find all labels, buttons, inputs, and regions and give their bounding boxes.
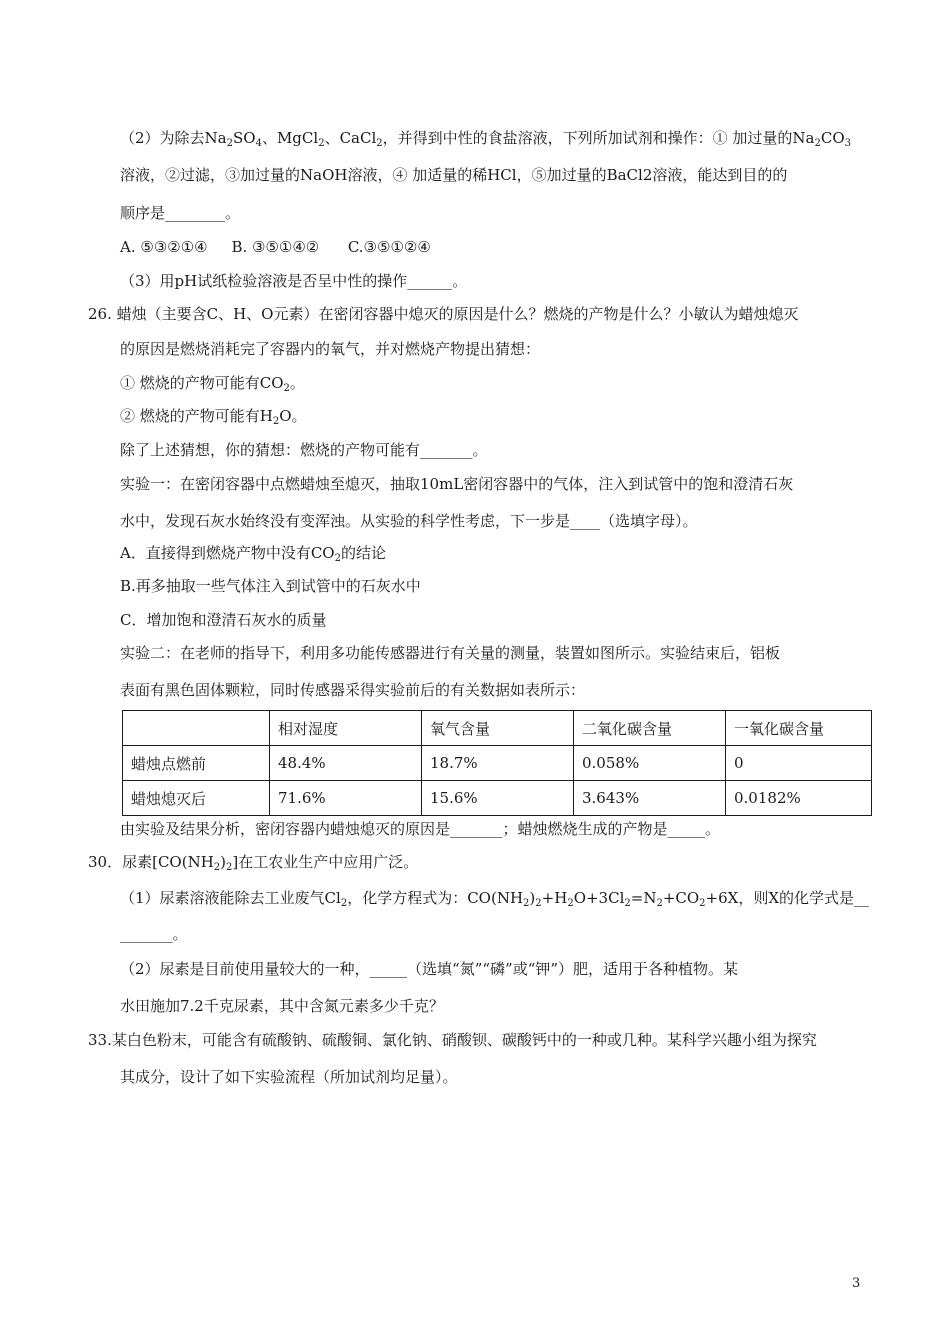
q30-line1: 30．尿素$[CO(NH_2)_2]$在工农业生产中应用广泛。 bbox=[88, 853, 419, 873]
q26-line1: 26. 蜡烛（主要含C、H、O元素）在密闭容器中熄灭的原因是什么？燃烧的产物是什么？小敏认为蜡烛熄灭 bbox=[88, 305, 799, 323]
q26-guess3: 除了上述猜想，你的猜想：燃烧的产物可能有_______。 bbox=[120, 441, 488, 459]
q30-part1-line1: （1）尿素溶液能除去工业废气$Cl_2$，化学方程式为：$CO(NH_2)_2+H_2O+3Cl_2=N_2+CO_2+6X$，则X的化学式是__ bbox=[120, 889, 870, 909]
table-cell: 15.6% bbox=[422, 781, 574, 816]
table-cell bbox=[123, 711, 270, 746]
table-cell: 二氧化碳含量 bbox=[574, 711, 726, 746]
table-row bbox=[123, 746, 872, 781]
q25-part2-line3: 顺序是________。 bbox=[120, 204, 241, 222]
table-cell: 一氧化碳含量 bbox=[726, 711, 872, 746]
table-cell: 相对湿度 bbox=[270, 711, 422, 746]
table-cell: 0.058% bbox=[574, 746, 726, 781]
table-cell: 蜡烛点燃前 bbox=[123, 746, 270, 781]
q26-exp2-line2: 表面有黑色固体颗粒，同时传感器采得实验前后的有关数据如表所示： bbox=[120, 681, 586, 699]
q33-line1: 33.某白色粉末，可能含有硫酸钠、硫酸铜、氯化钠、硝酸钡、碳酸钙中的一种或几种。某科学兴趣小组为探究 bbox=[88, 1031, 817, 1049]
table-row bbox=[123, 781, 872, 816]
q30-part1-line2: _______。 bbox=[120, 925, 188, 943]
table-cell: 0.0182% bbox=[726, 781, 872, 816]
q33-line2: 其成分，设计了如下实验流程（所加试剂均足量）。 bbox=[120, 1068, 458, 1086]
table-cell: 0 bbox=[726, 746, 872, 781]
q25-part2-line1: （2）为除去$Na_2SO_4$、MgCl$_2$、CaCl$_2$，并得到中性的食盐溶液，下列所加试剂和操作：① 加过量的$Na_2CO_3$ bbox=[120, 129, 852, 149]
table-cell: 48.4% bbox=[270, 746, 422, 781]
q26-line2: 的原因是燃烧消耗完了容器内的氧气，并对燃烧产物提出猜想： bbox=[120, 340, 541, 358]
q26-guess2: ② 燃烧的产物可能有$H_2O$。 bbox=[120, 407, 307, 427]
page-number: 3 bbox=[852, 1276, 861, 1291]
table-cell: 18.7% bbox=[422, 746, 574, 781]
table-cell: 蜡烛熄灭后 bbox=[123, 781, 270, 816]
q25-part3: （3）用pH试纸检验溶液是否呈中性的操作______。 bbox=[120, 272, 468, 290]
q26-conclusion: 由实验及结果分析，密闭容器内蜡烛熄灭的原因是_______；蜡烛燃烧生成的产物是_____。 bbox=[120, 820, 721, 838]
q26-option-c: C．增加饱和澄清石灰水的质量 bbox=[120, 611, 327, 629]
table-header-row bbox=[123, 711, 872, 746]
q26-option-b: B.再多抽取一些气体注入到试管中的石灰水中 bbox=[120, 577, 421, 595]
q25-part2-line2: 溶液，②过滤，③加过量的NaOH溶液，④ 加适量的稀HCl，⑤加过量的BaCl2溶液，能达到目的的 bbox=[120, 166, 788, 184]
q30-part2-line2: 水田施加7.2千克尿素，其中含氮元素多少千克？ bbox=[120, 997, 444, 1015]
q26-exp1-line1: 实验一：在密闭容器中点燃蜡烛至熄灭，抽取10mL密闭容器中的气体，注入到试管中的饱和澄清石灰 bbox=[120, 475, 794, 493]
q26-exp2-line1: 实验二：在老师的指导下，利用多功能传感器进行有关量的测量，装置如图所示。实验结束后，铝板 bbox=[120, 644, 781, 662]
data-table bbox=[122, 710, 872, 816]
q26-exp1-line2: 水中，发现石灰水始终没有变浑浊。从实验的科学性考虑，下一步是____（选填字母）。 bbox=[120, 512, 698, 530]
table-cell: 71.6% bbox=[270, 781, 422, 816]
q26-option-a: A．直接得到燃烧产物中没有$CO_2$的结论 bbox=[120, 544, 386, 564]
table-cell: 3.643% bbox=[574, 781, 726, 816]
q30-part2-line1: （2）尿素是目前使用量较大的一种，_____（选填“氮”“磷”或“钾”）肥，适用于各种植物。某 bbox=[120, 960, 739, 978]
q26-guess1: ① 燃烧的产物可能有$CO_2$。 bbox=[120, 374, 305, 394]
q25-part2-options: A. ⑤③②①④ B. ③⑤①④② C.③⑤①②④ bbox=[120, 238, 431, 256]
table-cell: 氧气含量 bbox=[422, 711, 574, 746]
